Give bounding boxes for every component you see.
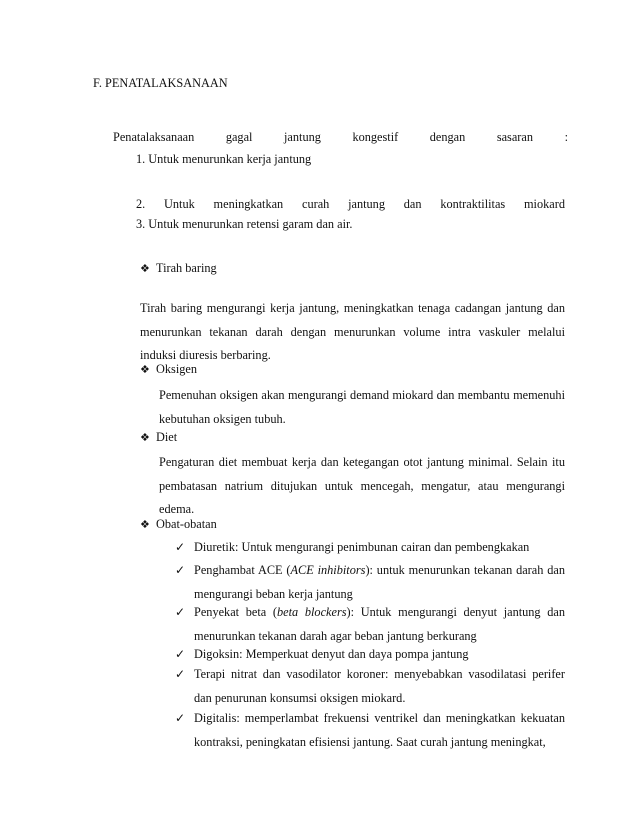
bullet-title: Tirah baring — [156, 261, 217, 275]
diamond-bullet-icon: ❖ — [140, 431, 150, 444]
word: jantung — [348, 197, 385, 211]
drug-item-text — [194, 559, 565, 606]
word: 2. — [136, 197, 146, 211]
drug-item-text — [194, 536, 565, 560]
word: meningkatkan — [213, 197, 284, 211]
goal-3: 3. Untuk menurunkan retensi garam dan air. — [136, 217, 353, 231]
bullet-diet — [140, 430, 177, 445]
word: sasaran — [496, 130, 534, 144]
intro-line — [113, 130, 568, 145]
drug-text: Penyekat beta ( — [194, 605, 278, 619]
diet-text: Pengaturan diet membuat kerja dan ketegangan otot jantung minimal. Selain itu pembatasan natrium ditujukan untuk mencegah, mengatur, atau mengurangi edema. — [159, 455, 565, 516]
word: dengan — [429, 130, 466, 144]
word: Untuk — [164, 197, 195, 211]
word: Penatalaksanaan — [113, 130, 195, 144]
word: dan — [403, 197, 422, 211]
bullet-oksigen — [140, 362, 197, 377]
diamond-bullet-icon: ❖ — [140, 518, 150, 531]
tirah-baring-text: Tirah baring mengurangi kerja jantung, meningkatkan tenaga cadangan jantung dan menurunkan tekanan darah dengan menurunkan volume intra vaskuler melalui induksi diuresis berbaring. — [140, 301, 565, 362]
word: jantung — [284, 130, 321, 144]
goal-1: 1. Untuk menurunkan kerja jantung — [136, 152, 312, 166]
checkmark-icon: ✓ — [175, 605, 186, 619]
checkmark-icon: ✓ — [175, 540, 186, 554]
drug-text: Penghambat ACE ( — [194, 563, 291, 577]
word: gagal — [225, 130, 253, 144]
word: : — [564, 130, 568, 144]
checkmark-icon: ✓ — [175, 667, 186, 681]
drug-text-italic: ACE inhibitors — [290, 563, 366, 577]
drug-text: ): untuk menurunkan tekanan darah dan mengurangi beban kerja jantung — [194, 563, 565, 601]
bullet-tirah-baring — [140, 261, 217, 276]
checkmark-icon: ✓ — [175, 647, 186, 661]
bullet-title: Diet — [156, 430, 178, 444]
word: miokard — [523, 197, 565, 211]
bullet-title: Obat-obatan — [156, 517, 217, 531]
drug-text: Digitalis: memperlambat frekuensi ventrikel dan meningkatkan kekuatan kontraksi, peningkatan efisiensi jantung. Saat curah jantung meningkat, — [194, 711, 565, 749]
drug-text-italic: beta blockers — [277, 605, 347, 619]
word: kontraktilitas — [440, 197, 506, 211]
diamond-bullet-icon: ❖ — [140, 363, 150, 376]
section-heading: F. PENATALAKSANAAN — [93, 76, 228, 90]
drug-text: Digoksin: Memperkuat denyut dan daya pompa jantung — [194, 647, 469, 661]
drug-item-text — [194, 663, 565, 710]
drug-text: Diuretik: Untuk mengurangi penimbunan cairan dan pembengkakan — [194, 540, 530, 554]
word: curah — [302, 197, 330, 211]
bullet-title: Oksigen — [156, 362, 197, 376]
word: kongestif — [352, 130, 399, 144]
checkmark-icon: ✓ — [175, 563, 186, 577]
diamond-bullet-icon: ❖ — [140, 262, 150, 275]
drug-item-text — [194, 707, 565, 754]
drug-text: ): Untuk mengurangi denyut jantung dan menurunkan tekanan darah agar beban jantung berkurang — [194, 605, 566, 643]
checkmark-icon: ✓ — [175, 711, 186, 725]
bullet-obat-obatan — [140, 517, 217, 532]
oksigen-text: Pemenuhan oksigen akan mengurangi demand miokard dan membantu memenuhi kebutuhan oksigen tubuh. — [159, 388, 565, 426]
drug-text: Terapi nitrat dan vasodilator koroner: menyebabkan vasodilatasi perifer dan penurunan konsumsi oksigen miokard. — [194, 667, 565, 705]
goal-2 — [136, 197, 565, 212]
drug-item-text — [194, 601, 565, 648]
